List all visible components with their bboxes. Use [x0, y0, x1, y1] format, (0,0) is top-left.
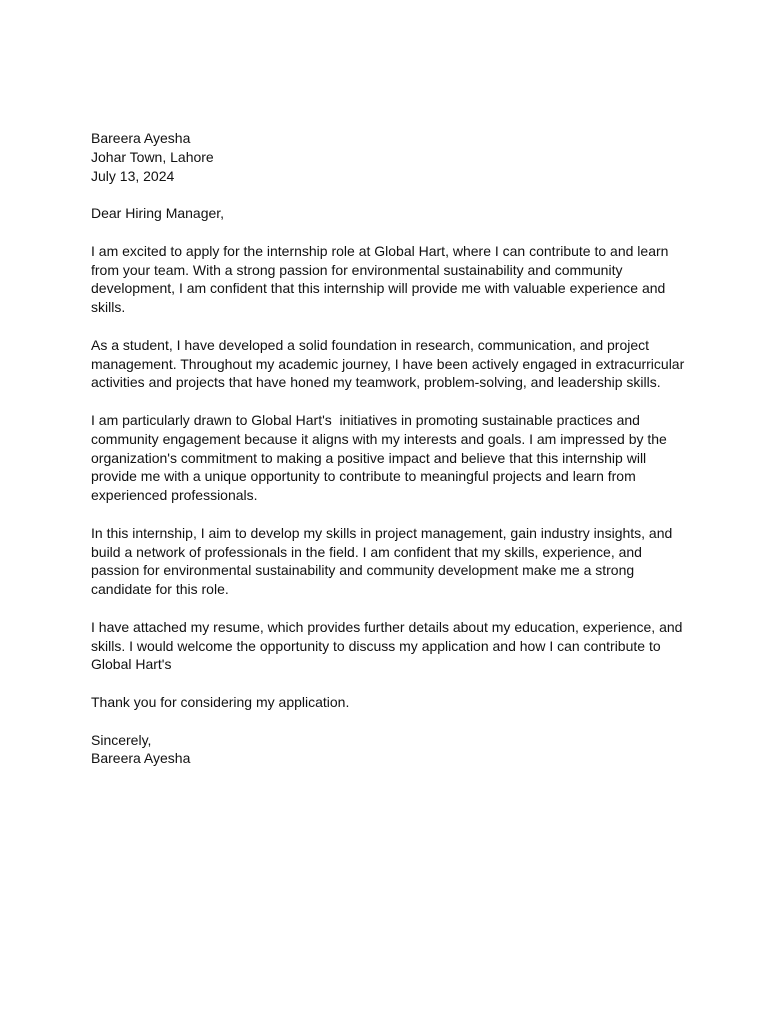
paragraph-line: In this internship, I aim to develop my skills in project management, gain industry insights, and	[91, 524, 673, 541]
paragraph-3	[91, 411, 691, 505]
paragraph-line: development, I am confident that this internship will provide me with valuable experience and	[91, 280, 666, 297]
spacer	[91, 674, 691, 693]
paragraph-line: activities and projects that have honed my teamwork, problem-solving, and leadership skills.	[91, 374, 661, 391]
cover-letter	[91, 129, 691, 768]
paragraph-5	[91, 618, 691, 674]
paragraph-line: I have attached my resume, which provides further details about my education, experience, and	[91, 618, 683, 635]
closing: Sincerely,	[91, 731, 152, 748]
spacer	[91, 599, 691, 618]
spacer	[91, 317, 691, 336]
paragraph-line: from your team. With a strong passion for environmental sustainability and community	[91, 261, 623, 278]
spacer	[91, 712, 691, 731]
paragraph-line: organization's commitment to making a positive impact and believe that this internship will	[91, 449, 647, 466]
salutation: Dear Hiring Manager,	[91, 205, 225, 222]
paragraph-line: Global Hart's	[91, 656, 172, 673]
paragraph-line: skills. I would welcome the opportunity to discuss my application and how I can contribute to	[91, 637, 661, 654]
paragraph-line: I am particularly drawn to Global Hart's initiatives in promoting sustainable practices and	[91, 411, 640, 428]
spacer	[91, 392, 691, 411]
spacer	[91, 185, 691, 204]
letter-date: July 13, 2024	[91, 167, 175, 184]
paragraph-line: As a student, I have developed a solid foundation in research, communication, and project	[91, 336, 650, 353]
spacer	[91, 223, 691, 242]
sender-name: Bareera Ayesha	[91, 130, 191, 146]
paragraph-6	[91, 693, 691, 712]
paragraph-line: community engagement because it aligns with my interests and goals. I am impressed by the	[91, 430, 667, 447]
paragraph-line: candidate for this role.	[91, 581, 229, 598]
paragraph-1	[91, 242, 691, 317]
paragraph-line: build a network of professionals in the field. I am confident that my skills, experience, and	[91, 543, 642, 560]
paragraph-line: Thank you for considering my application.	[91, 693, 350, 710]
paragraph-4	[91, 524, 691, 599]
paragraph-2	[91, 336, 691, 392]
sender-address: Johar Town, Lahore	[91, 148, 214, 165]
signature-name: Bareera Ayesha	[91, 750, 191, 767]
paragraph-line: management. Throughout my academic journey, I have been actively engaged in extracurricular	[91, 355, 685, 372]
paragraph-line: I am excited to apply for the internship role at Global Hart, where I can contribute to and learn	[91, 242, 669, 259]
paragraph-line: passion for environmental sustainability and community development make me a strong	[91, 562, 635, 579]
spacer	[91, 505, 691, 524]
paragraph-line: skills.	[91, 299, 126, 316]
paragraph-line: experienced professionals.	[91, 487, 258, 504]
paragraph-line: provide me with a unique opportunity to contribute to meaningful projects and learn from	[91, 468, 636, 485]
